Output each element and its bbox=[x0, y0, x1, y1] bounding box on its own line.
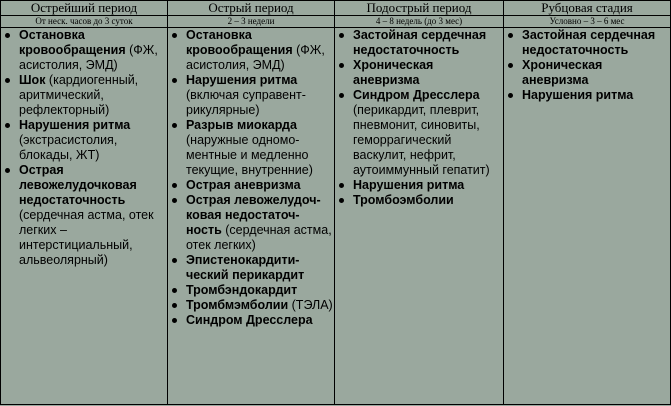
bullet-icon bbox=[172, 183, 177, 188]
complication-details: (экстрасистолия, блокады, ЖТ) bbox=[19, 133, 118, 162]
complication-name: Шок bbox=[19, 73, 46, 87]
bullet-icon bbox=[172, 123, 177, 128]
complication-item bbox=[335, 88, 503, 178]
complication-name: Хроническая аневризма bbox=[522, 58, 603, 87]
column-title-acute: Острый период bbox=[168, 1, 335, 16]
bullet-icon bbox=[172, 303, 177, 308]
complication-list bbox=[168, 28, 334, 328]
complication-details: (ФЖ, асистолия, ЭМД) bbox=[19, 43, 158, 72]
header-row bbox=[1, 1, 671, 16]
complication-list bbox=[335, 28, 503, 208]
complication-details: (сердечная астма, отек легких – интерстициальный, альвеолярный) bbox=[19, 208, 154, 267]
complication-name: Тромбоэмболии bbox=[353, 193, 454, 207]
complication-details: (ТЭЛА) bbox=[288, 298, 333, 312]
complication-item bbox=[168, 118, 334, 178]
complication-item bbox=[1, 163, 167, 268]
complication-details: (перикардит, плеврит, пневмонит, синовиты, геморрагический васкулит, нефрит, аутоиммунный гепатит) bbox=[353, 103, 490, 177]
complication-name: Хроническая аневризма bbox=[353, 58, 434, 87]
complication-item bbox=[335, 58, 503, 88]
bullet-icon bbox=[172, 198, 177, 203]
complication-name: Тромбэндокардит bbox=[186, 283, 298, 297]
complication-name: Нарушения ритма bbox=[19, 118, 131, 132]
column-body-subacute bbox=[335, 28, 504, 405]
complication-name: Застойная сердечная недостаточность bbox=[353, 28, 487, 57]
complication-name: Острая левожелудочковая недостаточность bbox=[19, 163, 137, 207]
complication-details: (наружные одномо-ментные и медленно текущие, внутренние) bbox=[186, 133, 313, 177]
complication-name: Нарушения ритма bbox=[186, 73, 298, 87]
complication-item bbox=[335, 178, 503, 193]
column-title-scar: Рубцовая стадия bbox=[504, 1, 671, 16]
complication-item bbox=[504, 88, 670, 103]
complication-item bbox=[504, 58, 670, 88]
column-duration-subacute: 4 – 8 недель (до 3 мес) bbox=[335, 16, 504, 28]
duration-row bbox=[1, 16, 671, 28]
complication-name: Синдром Дресслера bbox=[353, 88, 480, 102]
complication-item bbox=[168, 193, 334, 253]
complication-item bbox=[168, 28, 334, 73]
complication-item bbox=[504, 28, 670, 58]
complication-item bbox=[335, 193, 503, 208]
bullet-icon bbox=[5, 168, 10, 173]
complication-name: Нарушения ритма bbox=[353, 178, 465, 192]
bullet-icon bbox=[172, 258, 177, 263]
complication-name: Остановка кровообращения bbox=[19, 28, 126, 57]
column-duration-hyperacute: От неск. часов до 3 суток bbox=[1, 16, 168, 28]
complication-name: Острая аневризма bbox=[186, 178, 301, 192]
complication-name: Остановка кровообращения bbox=[186, 28, 293, 57]
bullet-icon bbox=[339, 63, 344, 68]
complication-item bbox=[168, 73, 334, 118]
bullet-icon bbox=[5, 123, 10, 128]
column-body-acute bbox=[168, 28, 335, 405]
complication-name: Застойная сердечная недостаточность bbox=[522, 28, 656, 57]
complication-list bbox=[504, 28, 670, 103]
column-duration-acute: 2 – 3 недели bbox=[168, 16, 335, 28]
bullet-icon bbox=[172, 288, 177, 293]
column-title-hyperacute: Острейший период bbox=[1, 1, 168, 16]
complication-item bbox=[168, 283, 334, 298]
complication-details: (ФЖ, асистолия, ЭМД) bbox=[186, 43, 325, 72]
complication-details: (включая суправент-рикулярные) bbox=[186, 88, 306, 117]
complication-item bbox=[168, 298, 334, 313]
complication-name: Разрыв миокарда bbox=[186, 118, 297, 132]
bullet-icon bbox=[172, 318, 177, 323]
complication-name: Эпистенокардити-ческий перикардит bbox=[186, 253, 305, 282]
complication-item bbox=[168, 253, 334, 283]
complication-name: Тромбмэмболии bbox=[186, 298, 289, 312]
complication-details: (сердечная астма, отек легких) bbox=[186, 223, 332, 252]
complication-item bbox=[335, 28, 503, 58]
column-body-scar bbox=[504, 28, 671, 405]
complication-list bbox=[1, 28, 167, 268]
complication-name: Острая левожелудоч-ковая недостаточ-ность bbox=[186, 193, 321, 237]
complication-details: (кардиогенный, аритмический, рефлекторный) bbox=[19, 73, 139, 117]
complication-item bbox=[168, 178, 334, 193]
bullet-icon bbox=[508, 33, 513, 38]
complication-name: Синдром Дресслера bbox=[186, 313, 313, 327]
column-duration-scar: Условно – 3 – 6 мес bbox=[504, 16, 671, 28]
bullet-icon bbox=[172, 33, 177, 38]
column-title-subacute: Подострый период bbox=[335, 1, 504, 16]
complication-name: Нарушения ритма bbox=[522, 88, 634, 102]
complication-item bbox=[1, 118, 167, 163]
bullet-icon bbox=[339, 33, 344, 38]
bullet-icon bbox=[508, 93, 513, 98]
bullet-icon bbox=[172, 78, 177, 83]
bullet-icon bbox=[339, 198, 344, 203]
bullet-icon bbox=[508, 63, 513, 68]
bullet-icon bbox=[339, 93, 344, 98]
bullet-icon bbox=[339, 183, 344, 188]
column-body-hyperacute bbox=[1, 28, 168, 405]
complication-item bbox=[1, 73, 167, 118]
bullet-icon bbox=[5, 78, 10, 83]
complication-item bbox=[168, 313, 334, 328]
bullet-icon bbox=[5, 33, 10, 38]
body-row bbox=[1, 28, 671, 405]
complication-item bbox=[1, 28, 167, 73]
